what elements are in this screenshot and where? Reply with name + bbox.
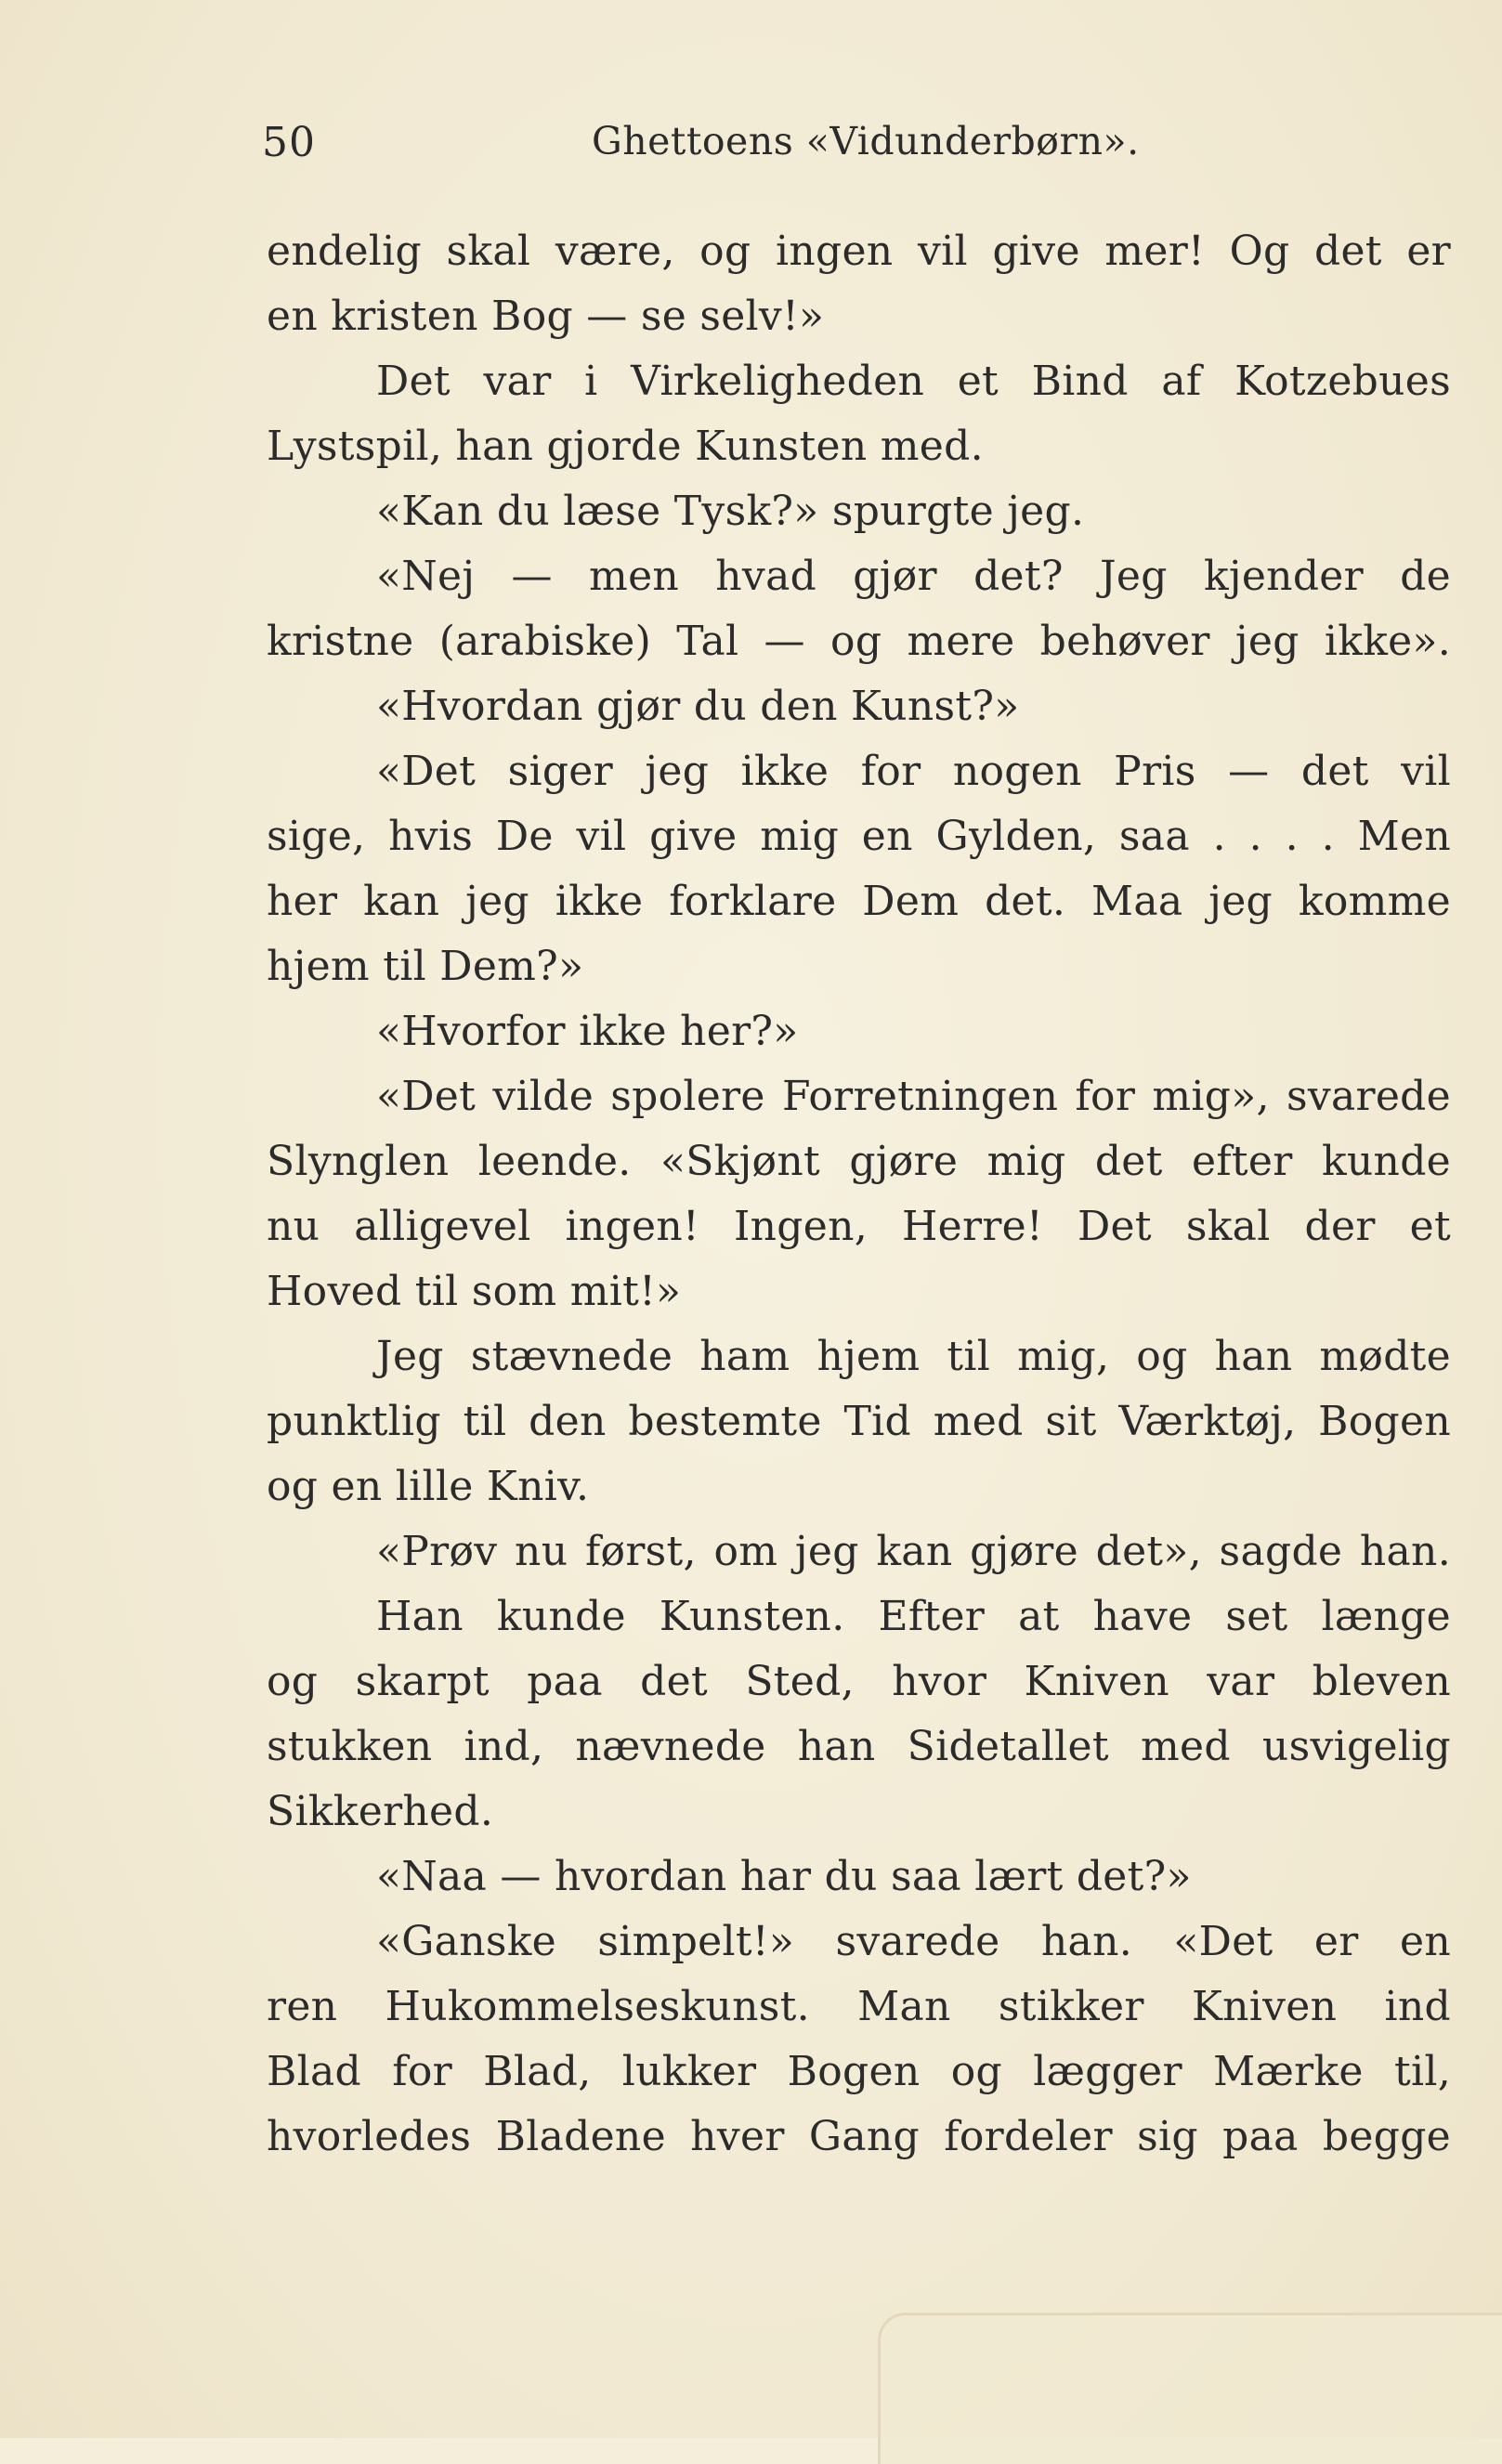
text-line: «Prøv nu først, om jeg kan gjøre det», sagde han. <box>376 1528 1451 1575</box>
text-line: «Naa — hvordan har du saa lært det?» <box>376 1853 1192 1900</box>
text-line: Det var i Virkeligheden et Bind af Kotzebues <box>376 358 1451 405</box>
running-title: Ghettoens «Vidunderbørn». <box>592 119 1140 163</box>
text-line: kristne (arabiske) Tal — og mere behøver jeg ikke». <box>267 618 1451 665</box>
text-line: «Det siger jeg ikke for nogen Pris — det vil <box>376 748 1451 795</box>
text-line: sige, hvis De vil give mig en Gylden, saa . . . . Men <box>267 813 1451 860</box>
text-line: en kristen Bog — se selv!» <box>267 293 825 340</box>
text-line: nu alligevel ingen! Ingen, Herre! Det skal der et <box>267 1203 1451 1250</box>
running-head <box>262 119 1451 175</box>
text-line: Lystspil, han gjorde Kunsten med. <box>267 423 984 470</box>
text-line: Blad for Blad, lukker Bogen og lægger Mærke til, <box>267 2048 1451 2095</box>
text-line: Slynglen leende. «Skjønt gjøre mig det efter kunde <box>267 1138 1451 1185</box>
text-line: «Nej — men hvad gjør det? Jeg kjender de <box>376 553 1451 600</box>
text-line: og skarpt paa det Sted, hvor Kniven var bleven <box>267 1658 1451 1705</box>
text-line: ren Hukommelseskunst. Man stikker Kniven ind <box>267 1983 1451 2030</box>
body-text <box>267 219 1451 2170</box>
text-line: hjem til Dem?» <box>267 943 584 990</box>
text-line: «Kan du læse Tysk?» spurgte jeg. <box>376 488 1085 535</box>
page-number: 50 <box>262 119 316 166</box>
text-line: Han kunde Kunsten. Efter at have set længe <box>376 1593 1451 1640</box>
text-line: endelig skal være, og ingen vil give mer! Og det er <box>267 228 1451 275</box>
text-line: «Ganske simpelt!» svarede han. «Det er en <box>376 1918 1451 1965</box>
page-edge-fold <box>878 2313 1502 2464</box>
text-line: «Hvordan gjør du den Kunst?» <box>376 683 1020 730</box>
text-line: her kan jeg ikke forklare Dem det. Maa jeg komme <box>267 878 1451 925</box>
text-line: «Hvorfor ikke her?» <box>376 1008 799 1055</box>
text-line: stukken ind, nævnede han Sidetallet med usvigelig <box>267 1723 1451 1770</box>
text-line: «Det vilde spolere Forretningen for mig», svarede <box>376 1073 1451 1120</box>
text-line: og en lille Kniv. <box>267 1463 590 1510</box>
text-line: Hoved til som mit!» <box>267 1268 682 1315</box>
text-line: Jeg stævnede ham hjem til mig, og han mødte <box>376 1333 1451 1380</box>
text-line: hvorledes Bladene hver Gang fordeler sig paa begge <box>267 2113 1451 2160</box>
text-line: Sikkerhed. <box>267 1788 494 1835</box>
text-line: punktlig til den bestemte Tid med sit Værktøj, Bogen <box>267 1398 1451 1445</box>
